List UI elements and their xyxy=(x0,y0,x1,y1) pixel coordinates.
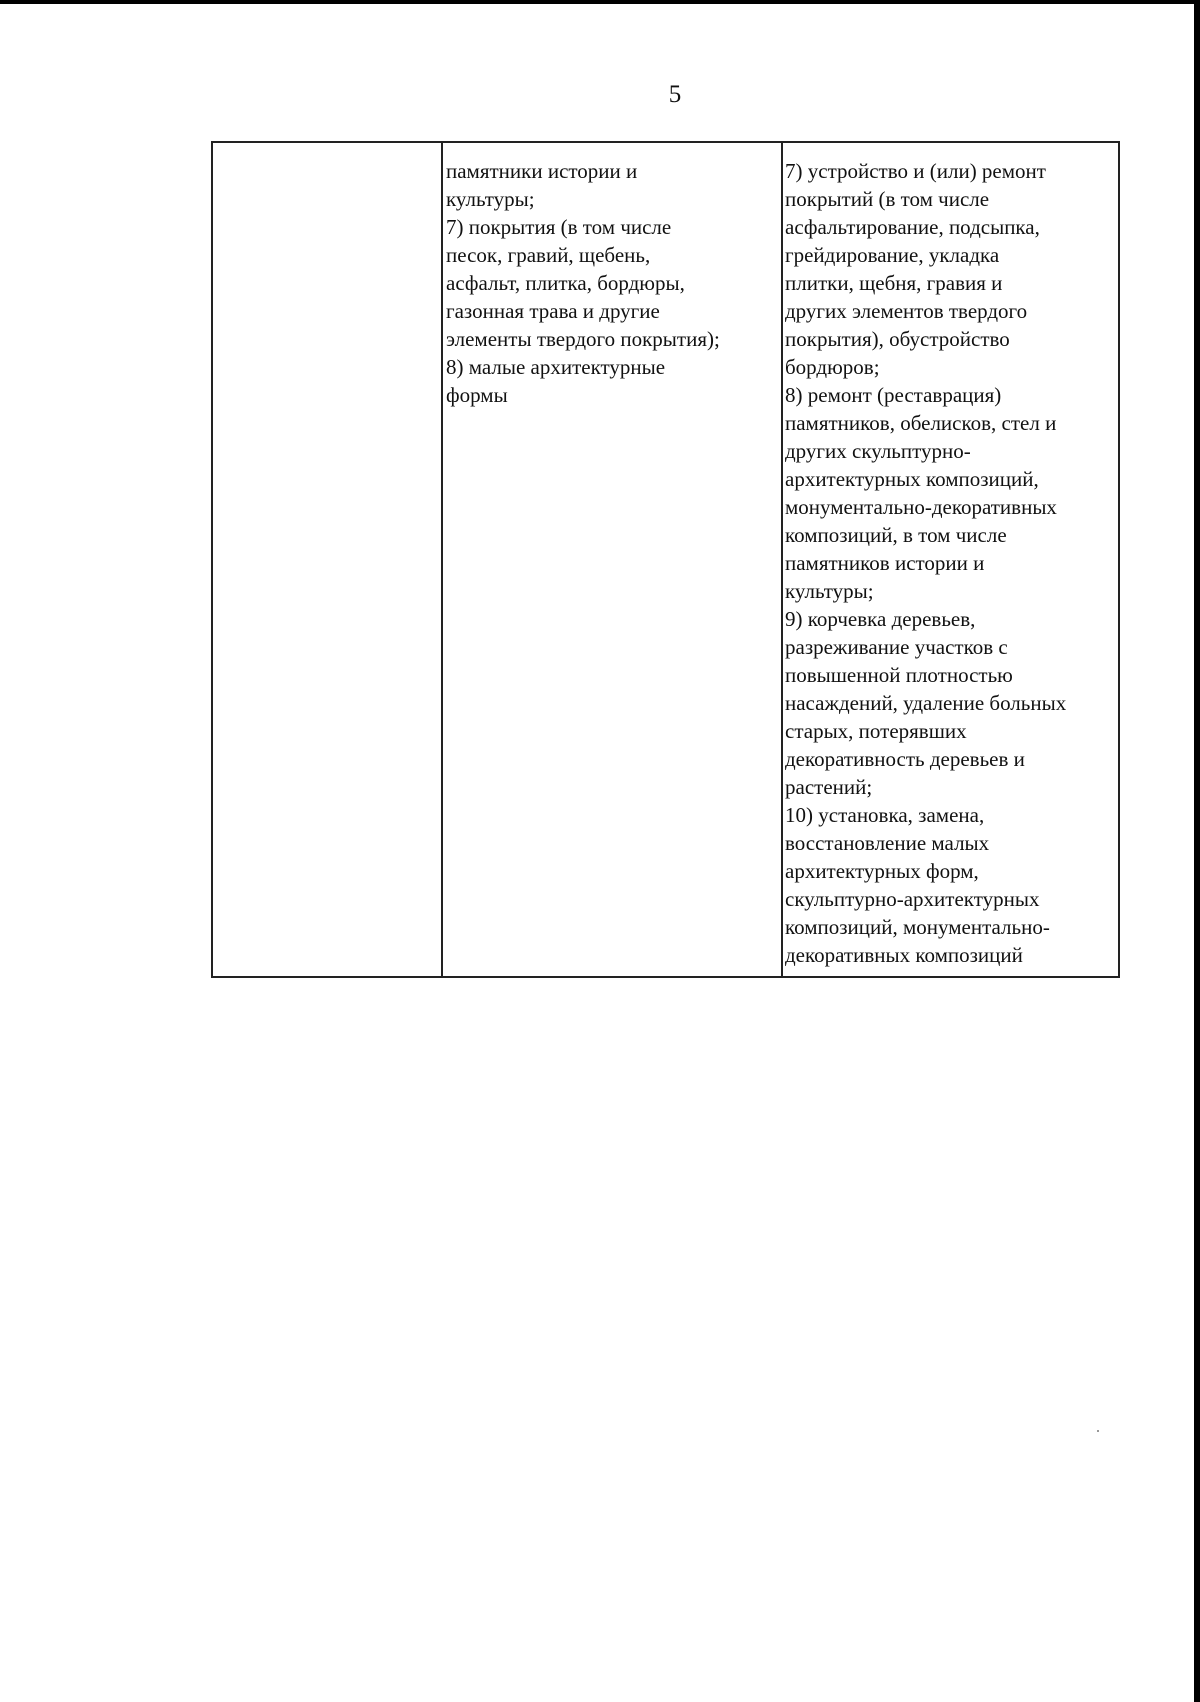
text-line: растений; xyxy=(785,775,873,799)
text-line: плитки, щебня, гравия и xyxy=(785,271,1003,295)
text-line: архитектурных форм, xyxy=(785,859,979,883)
text-line: культуры; xyxy=(785,579,874,603)
text-line: песок, гравий, щебень, xyxy=(446,243,651,267)
text-line: 8) ремонт (реставрация) xyxy=(785,383,1002,407)
text-line: грейдирование, укладка xyxy=(785,243,1000,267)
scan-edge-top xyxy=(0,0,1200,4)
text-line: восстановление малых xyxy=(785,831,990,855)
text-line: повышенной плотностью xyxy=(785,663,1013,687)
text-line: монументально-декоративных xyxy=(785,495,1057,519)
table-cell-col3 xyxy=(785,157,1118,969)
table-cell-col2 xyxy=(446,157,776,409)
text-line: разреживание участков с xyxy=(785,635,1008,659)
text-line: других скульптурно- xyxy=(785,439,971,463)
text-line: асфальтирование, подсыпка, xyxy=(785,215,1040,239)
text-line: 8) малые архитектурные xyxy=(446,355,666,379)
text-line: памятников истории и xyxy=(785,551,985,575)
text-line: покрытия), обустройство xyxy=(785,327,1010,351)
text-line: покрытий (в том числе xyxy=(785,187,990,211)
text-line: композиций, монументально- xyxy=(785,915,1050,939)
column-divider xyxy=(441,143,443,976)
text-line: декоративность деревьев и xyxy=(785,747,1025,771)
text-line: архитектурных композиций, xyxy=(785,467,1039,491)
text-line: памятники истории и xyxy=(446,159,638,183)
scan-speck xyxy=(1097,1430,1099,1432)
text-line: 7) покрытия (в том числе xyxy=(446,215,672,239)
text-line: 10) установка, замена, xyxy=(785,803,985,827)
text-line: композиций, в том числе xyxy=(785,523,1007,547)
page-number: 5 xyxy=(668,81,682,108)
column-divider xyxy=(781,143,783,976)
table xyxy=(211,141,1120,978)
text-line: скульптурно-архитектурных xyxy=(785,887,1040,911)
text-line: формы xyxy=(446,383,508,407)
text-line: газонная трава и другие xyxy=(446,299,660,323)
text-line: культуры; xyxy=(446,187,535,211)
text-line: элементы твердого покрытия); xyxy=(446,327,720,351)
text-line: памятников, обелисков, стел и xyxy=(785,411,1057,435)
text-line: старых, потерявших xyxy=(785,719,967,743)
text-line: бордюров; xyxy=(785,355,880,379)
text-line: декоративных композиций xyxy=(785,943,1023,967)
text-line: 7) устройство и (или) ремонт xyxy=(785,159,1046,183)
text-line: 9) корчевка деревьев, xyxy=(785,607,976,631)
text-line: других элементов твердого xyxy=(785,299,1028,323)
text-line: асфальт, плитка, бордюры, xyxy=(446,271,685,295)
scan-edge-right xyxy=(1194,0,1200,1702)
text-line: насаждений, удаление больных xyxy=(785,691,1067,715)
